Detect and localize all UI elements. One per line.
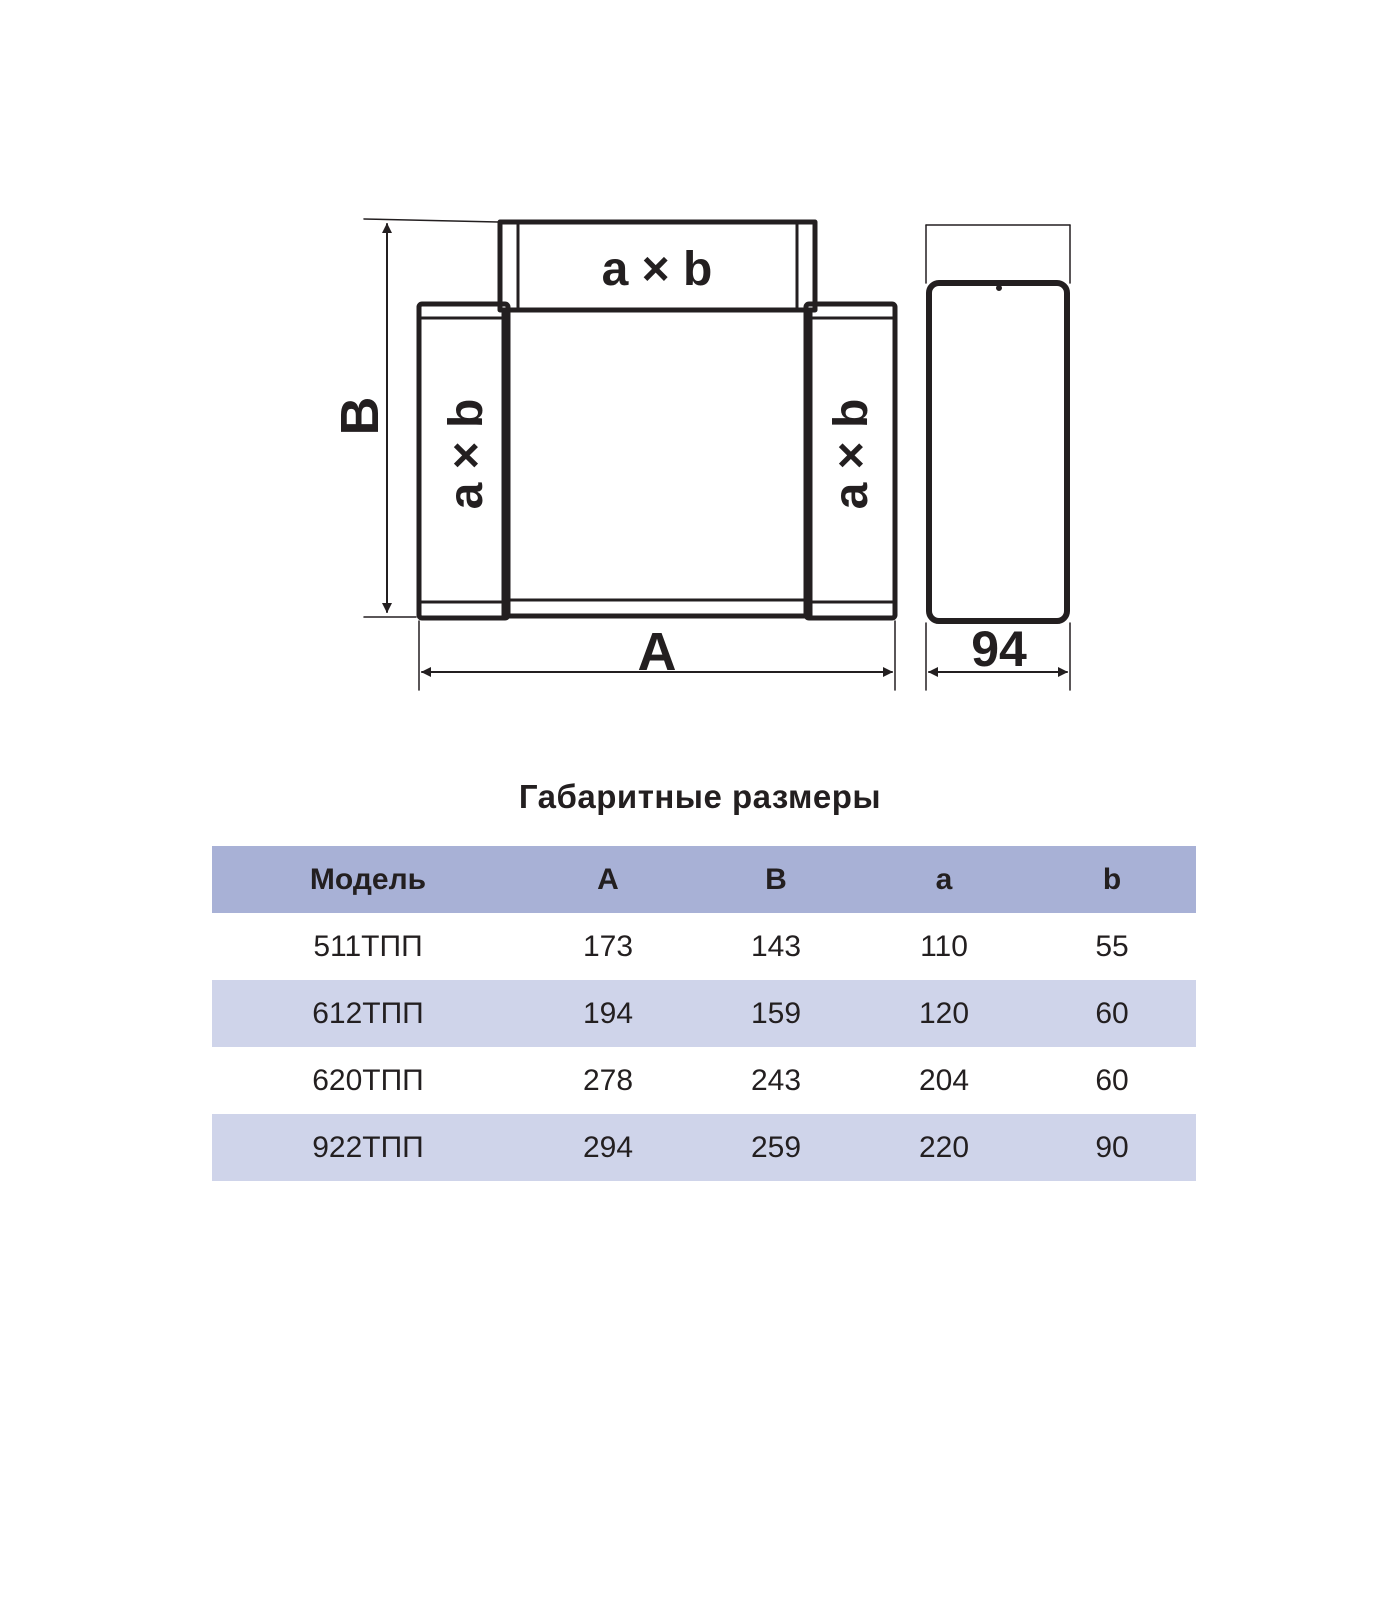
- tee-body: [504, 310, 810, 616]
- cell-A: 294: [582, 1130, 634, 1164]
- cell-A: 278: [582, 1063, 634, 1097]
- side-view-body: [929, 283, 1067, 621]
- dimensions-table: [212, 846, 1196, 1181]
- table-row: [212, 1114, 1196, 1181]
- table-row: [212, 1047, 1196, 1114]
- top-spigot-label: a × b: [601, 243, 713, 296]
- height-label: B: [330, 396, 390, 436]
- cell-b: 55: [1095, 929, 1129, 963]
- left-spigot-label: a × b: [440, 398, 493, 510]
- cell-A: 194: [582, 996, 634, 1030]
- cell-b: 90: [1095, 1130, 1129, 1164]
- cell-model: 511ТПП: [313, 929, 423, 963]
- cell-B: 259: [750, 1130, 802, 1164]
- column-header-b: b: [1102, 862, 1122, 896]
- cell-model: 612ТПП: [312, 996, 424, 1030]
- table-row: [212, 980, 1196, 1047]
- column-header-model: Модель: [309, 862, 427, 896]
- cell-B: 143: [750, 929, 802, 963]
- depth-label: 94: [971, 621, 1027, 677]
- cell-model: 620ТПП: [312, 1063, 424, 1097]
- tee-drawing: [0, 0, 1400, 740]
- table-title: Габаритные размеры: [518, 778, 882, 815]
- right-spigot-label: a × b: [825, 398, 878, 510]
- cell-B: 159: [750, 996, 802, 1030]
- cell-model: 922ТПП: [312, 1130, 424, 1164]
- column-header-A: A: [597, 862, 619, 896]
- cell-b: 60: [1095, 1063, 1129, 1097]
- cell-a: 204: [918, 1063, 970, 1097]
- cell-B: 243: [750, 1063, 802, 1097]
- cell-b: 60: [1095, 996, 1129, 1030]
- table-header-row: [212, 846, 1196, 913]
- column-header-B: B: [765, 862, 787, 896]
- table-row: [212, 913, 1196, 980]
- width-label: A: [637, 622, 677, 682]
- column-header-a: a: [935, 862, 953, 896]
- cell-a: 220: [918, 1130, 970, 1164]
- cell-a: 110: [920, 929, 968, 963]
- cell-a: 120: [918, 996, 970, 1030]
- cell-A: 173: [582, 929, 634, 963]
